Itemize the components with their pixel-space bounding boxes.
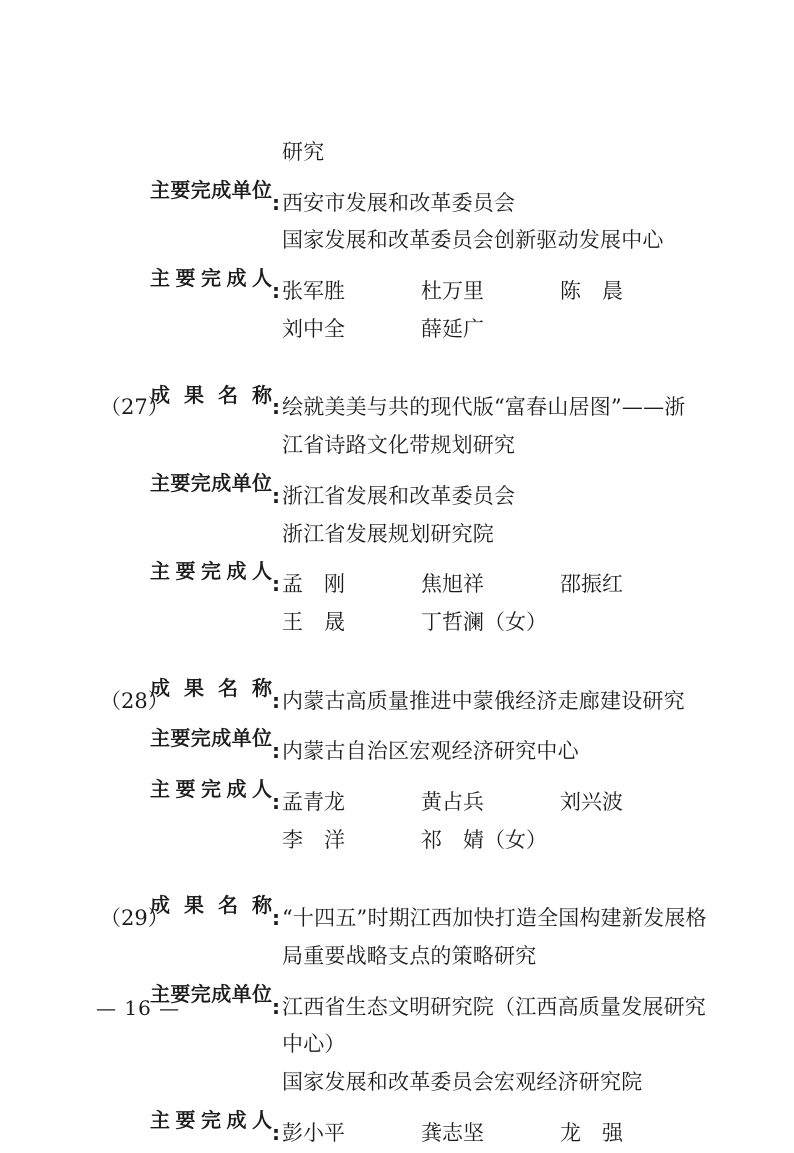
result-item-27: [100, 377, 724, 642]
people-label: 主要完成人:: [150, 260, 282, 311]
result-name-label: 成果名称:: [150, 887, 282, 938]
people-line: [100, 311, 724, 349]
result-name-line: [100, 377, 724, 428]
people-row: [282, 273, 724, 311]
result-name-line: [100, 427, 724, 465]
person-name: 龚志坚: [421, 1120, 484, 1145]
unit-label: 主要完成单位:: [150, 976, 282, 1027]
unit-line: [100, 172, 724, 223]
person-name: 张军胜: [282, 278, 345, 303]
unit-line: [100, 516, 724, 554]
result-name-text: 局重要战略支点的策略研究: [282, 943, 537, 968]
result-item-26-continuation: [100, 134, 724, 349]
page-number: — 16 —: [96, 996, 181, 1020]
person-name: 邵振红: [560, 572, 623, 597]
people-row: [282, 784, 724, 822]
colon: :: [272, 572, 280, 597]
unit-name: 浙江省发展和改革委员会: [282, 483, 516, 508]
person-name: 薛延广: [421, 316, 484, 341]
result-item-29: [100, 887, 724, 1152]
unit-name: 国家发展和改革委员会创新驱动发展中心: [282, 228, 664, 253]
people-row: [282, 566, 724, 604]
person-name: 黄占兵: [421, 789, 484, 814]
colon: :: [272, 994, 280, 1019]
unit-line: [100, 465, 724, 516]
result-name-text: 江省诗路文化带规划研究: [282, 433, 516, 458]
colon: :: [272, 395, 280, 420]
person-name: 丁哲澜（女）: [421, 609, 547, 634]
people-label: 主要完成人:: [150, 553, 282, 604]
item-number: （27）: [100, 395, 169, 420]
unit-name: 中心）: [282, 1032, 346, 1057]
colon: :: [272, 739, 280, 764]
people-line: [100, 260, 724, 311]
result-name-label: 成果名称:: [150, 670, 282, 721]
colon: :: [272, 906, 280, 931]
unit-name: 江西省生态文明研究院（江西高质量发展研究: [282, 994, 706, 1019]
colon: :: [272, 688, 280, 713]
result-item-28: [100, 670, 724, 860]
result-name-line: [100, 938, 724, 976]
colon: :: [272, 789, 280, 814]
people-row: [282, 822, 724, 860]
people-row: [282, 311, 724, 349]
unit-label: 主要完成单位:: [150, 720, 282, 771]
result-name-text: “十四五”时期江西加快打造全国构建新发展格: [282, 906, 707, 931]
unit-name: 西安市发展和改革委员会: [282, 190, 516, 215]
person-name: 孟 刚: [282, 572, 345, 597]
result-name-line: [100, 670, 724, 721]
person-name: 杜万里: [421, 278, 484, 303]
unit-line: [100, 720, 724, 771]
person-name: 彭小平: [282, 1120, 345, 1145]
person-name: 李 洋: [282, 827, 345, 852]
result-name-text: 内蒙古高质量推进中蒙俄经济走廊建设研究: [282, 688, 685, 713]
people-label: 主要完成人:: [150, 771, 282, 822]
colon: :: [272, 1120, 280, 1145]
result-name-label: 成果名称:: [150, 377, 282, 428]
result-name-continuation-line: [100, 134, 724, 172]
result-name-text: 研究: [282, 140, 325, 164]
person-name: 王 晟: [282, 609, 345, 634]
colon: :: [272, 190, 280, 215]
person-name: 陈 晨: [560, 278, 623, 303]
unit-line: [100, 1026, 724, 1064]
people-line: [100, 553, 724, 604]
people-line: [100, 822, 724, 860]
person-name: 刘中全: [282, 316, 345, 341]
person-name: 孟青龙: [282, 789, 345, 814]
person-name: 焦旭祥: [421, 572, 484, 597]
people-row: [282, 604, 724, 642]
people-line: [100, 1102, 724, 1153]
item-number: （29）: [100, 906, 169, 931]
unit-name: 国家发展和改革委员会宏观经济研究院: [282, 1070, 643, 1095]
unit-line: [100, 222, 724, 260]
unit-name: 内蒙古自治区宏观经济研究中心: [282, 739, 579, 764]
person-name: 龙 强: [560, 1120, 623, 1145]
people-row: [282, 1115, 724, 1153]
colon: :: [272, 483, 280, 508]
unit-label: 主要完成单位:: [150, 465, 282, 516]
people-label: 主要完成人:: [150, 1102, 282, 1153]
unit-line: [100, 1064, 724, 1102]
result-name-text: 绘就美美与共的现代版“富春山居图”——浙: [282, 395, 686, 420]
people-line: [100, 604, 724, 642]
colon: :: [272, 278, 280, 303]
people-line: [100, 771, 724, 822]
person-name: 刘兴波: [560, 789, 623, 814]
unit-name: 浙江省发展规划研究院: [282, 521, 494, 546]
unit-label: 主要完成单位:: [150, 172, 282, 223]
unit-line: [100, 976, 724, 1027]
item-number: （28）: [100, 688, 169, 713]
person-name: 祁 婧（女）: [421, 827, 547, 852]
result-name-line: [100, 887, 724, 938]
